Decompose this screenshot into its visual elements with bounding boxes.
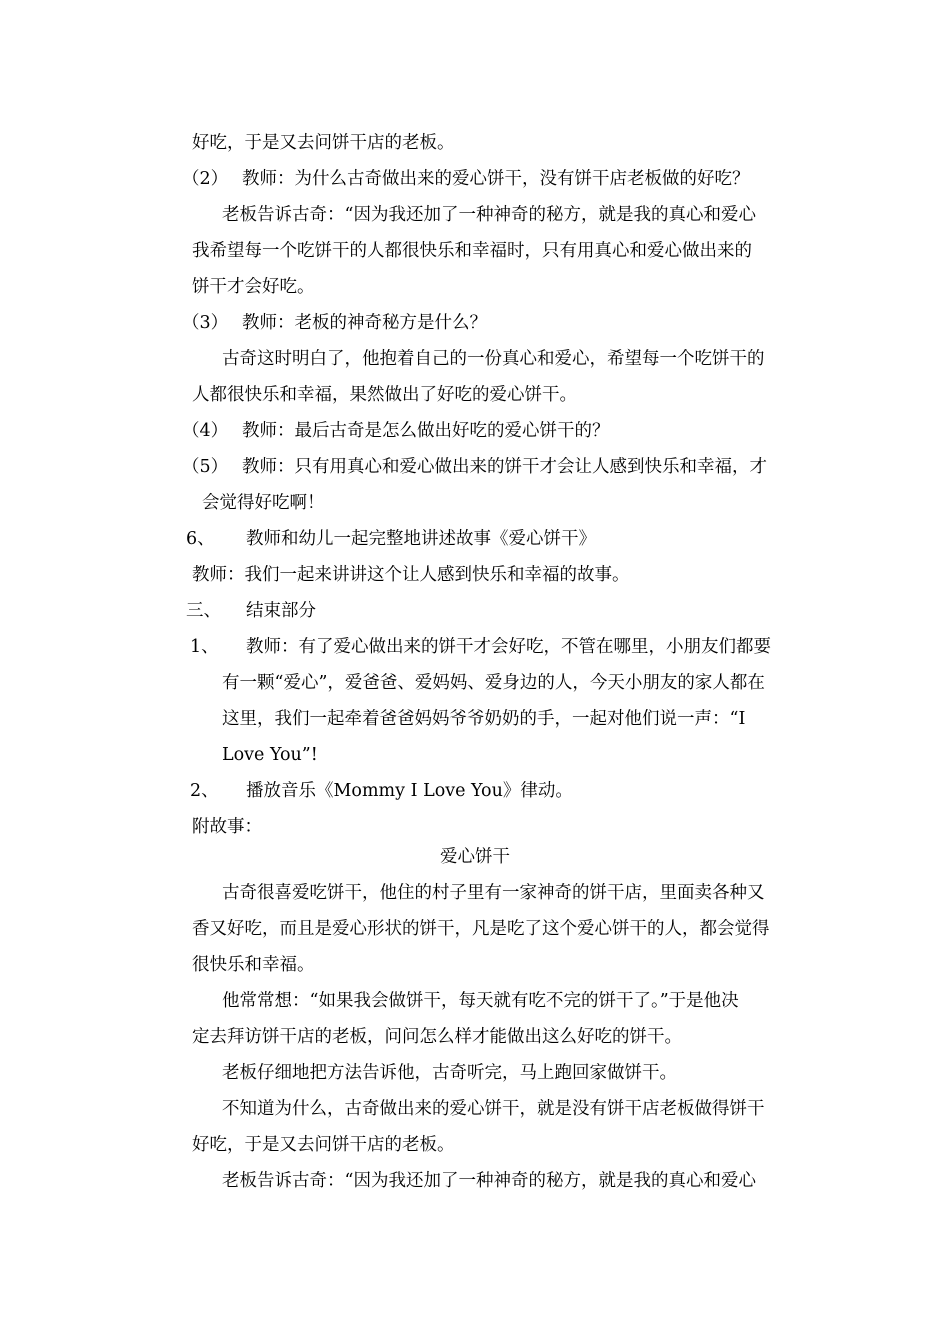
text-line: 好吃，于是又去问饼干店的老板。 <box>192 133 455 153</box>
text-line: 人都很快乐和幸福，果然做出了好吃的爱心饼干。 <box>192 385 577 405</box>
section-heading <box>186 600 316 622</box>
section-number: 三、 <box>186 601 221 621</box>
text-line: 这里，我们一起牵着爸爸妈妈爷爷奶奶的手，一起对他们说一声：“I <box>222 709 746 729</box>
story-line: 香又好吃，而且是爱心形状的饼干，凡是吃了这个爱心饼干的人，都会觉得 <box>192 919 770 939</box>
item-2 <box>190 780 573 802</box>
item-text: 教师：为什么古奇做出来的爱心饼干，没有饼干店老板做的好吃？ <box>242 169 750 189</box>
item-number: （4） <box>182 421 229 441</box>
item-text: 播放音乐《Mommy I Love You》律动。 <box>246 781 573 801</box>
item-text: 教师和幼儿一起完整地讲述故事《爱心饼干》 <box>246 529 596 549</box>
question-5 <box>182 456 767 478</box>
story-line: 他常常想：“如果我会做饼干，每天就有吃不完的饼干了。”于是他决 <box>222 991 739 1011</box>
text-line: Love You”! <box>222 745 318 765</box>
item-number: 2、 <box>190 781 219 801</box>
item-number: 1、 <box>190 637 219 657</box>
question-2 <box>182 168 750 190</box>
item-number: （3） <box>182 313 229 333</box>
question-4 <box>182 420 610 442</box>
story-line: 古奇很喜爱吃饼干，他住的村子里有一家神奇的饼干店，里面卖各种又 <box>222 883 765 903</box>
item-number: 6、 <box>186 529 215 549</box>
story-title: 爱心饼干 <box>440 847 510 867</box>
text-line: 老板告诉古奇：“因为我还加了一种神奇的秘方，就是我的真心和爱心 <box>222 205 756 225</box>
text-line: 教师：我们一起来讲讲这个让人感到快乐和幸福的故事。 <box>192 565 630 585</box>
item-number: （5） <box>182 457 229 477</box>
story-line: 不知道为什么，古奇做出来的爱心饼干，就是没有饼干店老板做得饼干 <box>222 1099 765 1119</box>
text-line: 古奇这时明白了，他抱着自己的一份真心和爱心，希望每一个吃饼干的 <box>222 349 765 369</box>
item-text: 教师：有了爱心做出来的饼干才会好吃，不管在哪里，小朋友们都要 <box>246 637 771 657</box>
story-line: 好吃，于是又去问饼干店的老板。 <box>192 1135 455 1155</box>
question-3 <box>182 312 487 334</box>
story-line: 定去拜访饼干店的老板，问问怎么样才能做出这么好吃的饼干。 <box>192 1027 682 1047</box>
story-line: 老板仔细地把方法告诉他，古奇听完，马上跑回家做饼干。 <box>222 1063 677 1083</box>
step-6 <box>186 528 596 550</box>
text-line: 饼干才会好吃。 <box>192 277 315 297</box>
item-text: 教师：最后古奇是怎么做出好吃的爱心饼干的？ <box>242 421 610 441</box>
item-number: （2） <box>182 169 229 189</box>
story-line: 很快乐和幸福。 <box>192 955 315 975</box>
item-text: 教师：老板的神奇秘方是什么？ <box>242 313 487 333</box>
text-line: 有一颗“爱心”，爱爸爸、爱妈妈、爱身边的人，今天小朋友的家人都在 <box>222 673 765 693</box>
story-line: 老板告诉古奇：“因为我还加了一种神奇的秘方，就是我的真心和爱心 <box>222 1171 756 1191</box>
text-line: 会觉得好吃啊！ <box>202 493 325 513</box>
appendix-label: 附故事： <box>192 817 262 837</box>
section-title: 结束部分 <box>246 601 316 621</box>
item-text: 教师：只有用真心和爱心做出来的饼干才会让人感到快乐和幸福，才 <box>242 457 767 477</box>
text-line: 我希望每一个吃饼干的人都很快乐和幸福时，只有用真心和爱心做出来的 <box>192 241 752 261</box>
item-1 <box>190 636 771 658</box>
